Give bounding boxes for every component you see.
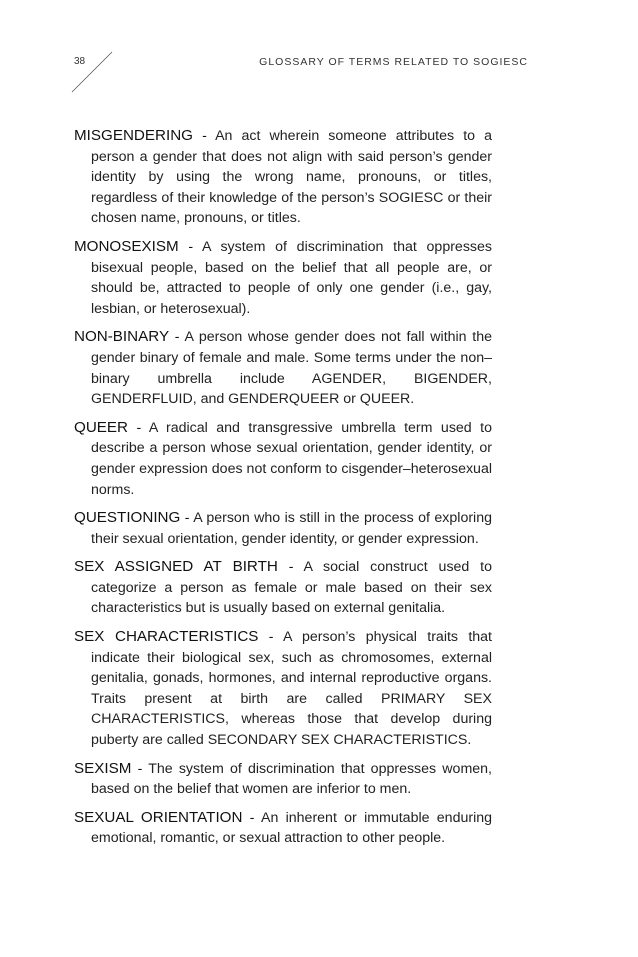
header-slash-decoration (70, 50, 114, 94)
glossary-entry-non-binary (74, 327, 492, 409)
glossary-entry-sex-characteristics (74, 627, 492, 751)
glossary-term: MISGENDERING (74, 127, 193, 144)
term-separator: - (180, 510, 194, 527)
running-title: GLOSSARY OF TERMS RELATED TO SOGIESC (259, 56, 528, 68)
glossary-entry-sex-assigned-at-birth (74, 557, 492, 619)
glossary-entry-queer (74, 418, 492, 500)
term-separator: - (242, 809, 261, 826)
glossary-definition: A social construct used to categorize a person as female or male based on their sex characteristics but is usually based on external genitalia. (91, 559, 493, 617)
page-header (0, 0, 638, 100)
glossary-term: SEXUAL ORIENTATION (74, 808, 243, 826)
term-separator: - (128, 419, 149, 436)
glossary-term: SEX ASSIGNED AT BIRTH (74, 558, 278, 576)
glossary-term: QUEER (74, 418, 129, 436)
term-separator: - (277, 559, 304, 576)
glossary-entry-questioning (74, 508, 492, 549)
term-separator: - (169, 329, 185, 346)
glossary-definition: A person whose gender does not fall within the gender binary of female and male. Some terms under the non–binary umbrella include AGENDER, BIGENDER, GENDERFLUID, and GENDERQUEER or QUEER. (91, 329, 493, 408)
glossary-list (74, 126, 492, 857)
glossary-term: QUESTIONING (74, 509, 181, 527)
term-separator: - (131, 760, 149, 777)
glossary-definition: An act wherein someone attributes to a person a gender that does not align with said person’s gender identity by using the wrong name, pronouns, or titles, regardless of their knowledge of the person’s SOGIESC or their chosen name, pronouns, or titles. (91, 128, 492, 227)
glossary-entry-sexism (74, 759, 492, 800)
term-separator: - (178, 238, 203, 255)
glossary-term: SEXISM (74, 759, 132, 777)
page-number: 38 (74, 56, 86, 67)
glossary-entry-misgendering (74, 126, 492, 229)
term-separator: - (192, 128, 216, 144)
glossary-definition: A radical and transgressive umbrella term used to describe a person whose sexual orientation, gender identity, or gender expression does not conform to cisgender–heterosexual norms. (91, 419, 492, 498)
glossary-entry-monosexism (74, 237, 492, 319)
glossary-entry-sexual-orientation (74, 808, 492, 849)
glossary-term: SEX CHARACTERISTICS (74, 628, 259, 646)
glossary-term: MONOSEXISM (74, 237, 179, 255)
term-separator: - (258, 629, 284, 646)
glossary-definition: A system of discrimination that oppresses bisexual people, based on the belief that all people are, or should be, attracted to people of only one gender (i.e., gay, lesbian, or heterosexual). (91, 238, 492, 317)
glossary-definition: An inherent or immutable enduring emotional, romantic, or sexual attraction to other people. (91, 809, 493, 847)
glossary-definition: A person’s physical traits that indicate their biological sex, such as chromosomes, external genitalia, gonads, hormones, and internal reproductive organs. Traits present at birth are called PRIMARY SEX CHARACTERISTICS, whereas those that develop during puberty are called SECONDARY SEX CHARACTERISTICS. (91, 629, 492, 749)
glossary-term: NON-BINARY (74, 328, 170, 346)
glossary-definition: The system of discrimination that oppresses women, based on the belief that women are inferior to men. (91, 760, 492, 798)
glossary-definition: A person who is still in the process of exploring their sexual orientation, gender identity, or gender expression. (91, 510, 492, 547)
